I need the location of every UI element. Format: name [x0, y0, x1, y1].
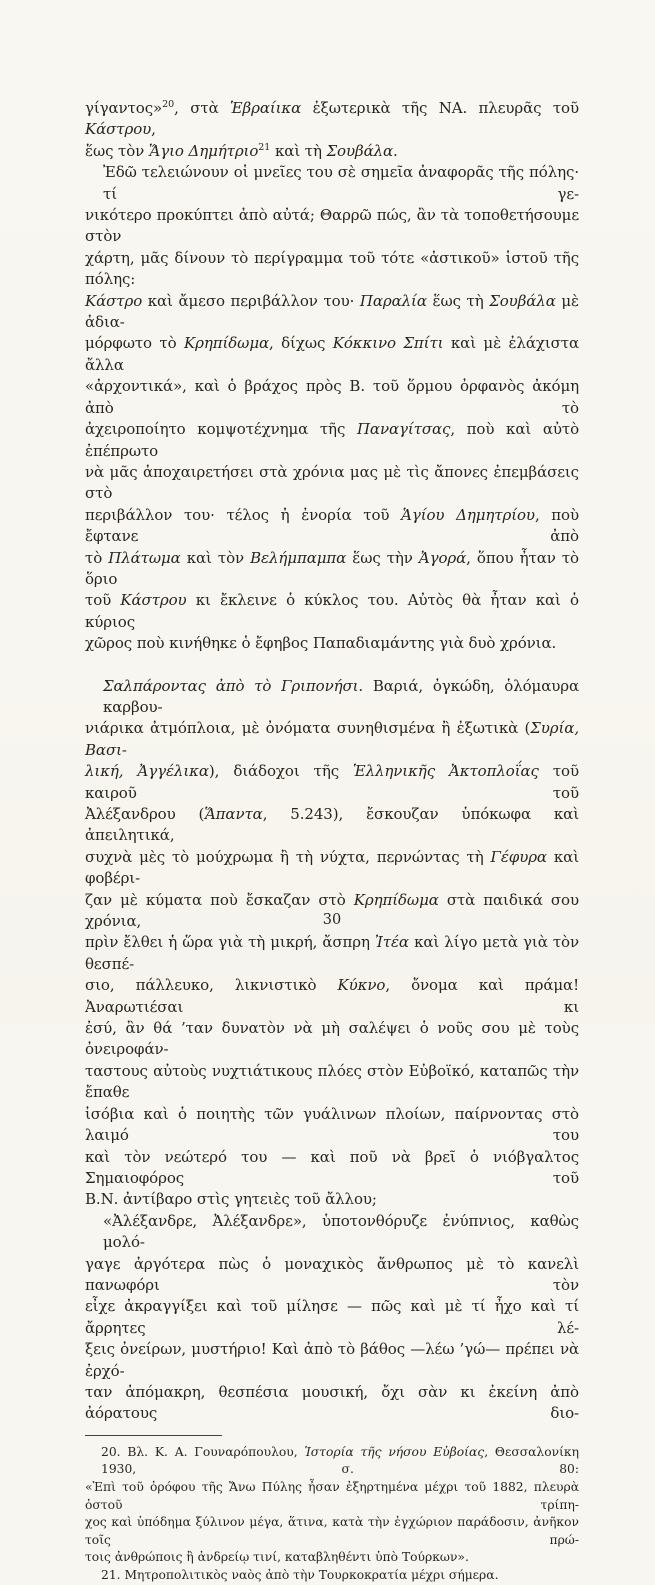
text-line: [85, 248, 579, 291]
text-segment: , ποὺ καὶ αὐτὸ ἐπέπρωτο: [85, 420, 579, 460]
paragraph: [85, 162, 579, 654]
text-segment: καὶ τὴ: [270, 141, 327, 160]
text-segment: λική, Ἀγγέλικα: [85, 762, 209, 781]
text-segment: ταστους αὐτοὺς νυχτιάτικους πλόες στὸν Εὐβοϊκό, καταπῶς τὴν ἔπαθε: [85, 1061, 579, 1102]
text-segment: γαγε ἀργότερα πὼς ὁ μοναχικὸς ἄνθρωπος μὲ τὸ κανελὶ πανωφόρι τὸν: [85, 1254, 579, 1294]
text-line: [85, 761, 579, 804]
text-segment: μόρφωτο τὸ: [85, 334, 184, 353]
footnotes: [85, 1444, 579, 1585]
text-segment: νιάρικα ἀτμόπλοια, μὲ ὀνόματα συνηθισμένα ἢ ἐξωτικὰ (: [85, 719, 531, 738]
text-segment: Ἑλληνικῆς Ἀκτοπλοΐας: [353, 762, 539, 781]
text-line: [85, 1382, 579, 1425]
text-segment: , ὅπου ἦταν τὸ ὅριο: [85, 548, 579, 588]
text-line: [85, 718, 579, 761]
text-segment: Κάστρο: [85, 291, 143, 310]
text-line: [85, 462, 579, 505]
text-segment: περιβάλλον του· τέλος ἡ ἐνορία τοῦ: [85, 505, 402, 524]
text-segment: , δίχως: [269, 334, 333, 353]
text-segment: Πλάτωμα: [108, 548, 181, 567]
text-segment: Κόκκινο Σπίτι: [332, 334, 444, 353]
text-segment: χῶρος ποὺ κινήθηκε ὁ ἔφηβος Παπαδιαμάντης γιὰ δυὸ χρόνια.: [85, 634, 557, 653]
paragraph: [85, 676, 579, 1211]
text-segment: ταν ἀπόμακρη, θεσπέσια μουσική, ὄχι σὰν κι ἐκείνη ἀπὸ ἀόρατους διο-: [85, 1382, 579, 1423]
text-segment: Ἑβραίικα: [230, 99, 302, 117]
text-line: [85, 676, 579, 719]
text-segment: , στὰ: [174, 99, 231, 117]
text-segment: Βελήμπαμπα: [250, 548, 347, 567]
text-segment: συχνὰ μὲς τὸ μούχρωμα ἢ τὴ νύχτα, περνώντας τὴ: [85, 847, 491, 866]
text-segment: Ἅπαντα: [204, 805, 263, 823]
text-segment: χάρτη, μᾶς δίνουν τὸ περίγραμμα τοῦ τότε «ἀστικοῦ» ἱστοῦ τῆς πόλης:: [85, 248, 579, 289]
text-segment: Σουβάλα: [489, 291, 556, 310]
text-segment: τὸ: [85, 548, 109, 567]
text-segment: .: [393, 141, 398, 160]
text-segment: , 5.243), ἔσκουζαν ὑπόκωφα καὶ ἀπειλητικά,: [85, 805, 579, 845]
text-line: [85, 1479, 579, 1514]
text-segment: Ἅγιο Δημήτριο: [148, 141, 259, 160]
text-segment: Ἁγίου Δημητρίου: [401, 505, 535, 524]
text-segment: τοῦ: [85, 591, 121, 610]
text-line: [85, 1296, 579, 1339]
paragraph: [85, 98, 579, 162]
text-segment: καὶ λίγο μετὰ γιὰ τὸν θεσπέ-: [85, 933, 580, 973]
text-segment: καὶ τὸν: [180, 548, 251, 567]
text-line: [85, 419, 579, 462]
text-line: [85, 1444, 579, 1479]
text-line: [85, 1061, 579, 1104]
paragraph: [85, 1444, 579, 1567]
text-segment: ἰσόβια καὶ ὁ ποιητὴς τῶν γυάλινων πλοίων, παίρνοντας στὸ λαιμό του: [85, 1104, 579, 1145]
text-line: [85, 633, 579, 654]
footnote-ref: 21: [258, 141, 271, 153]
body-text: [85, 98, 579, 1425]
text-segment: Ἀγορά: [418, 548, 467, 567]
text-line: [85, 505, 579, 548]
text-segment: ἕως τὴ: [426, 291, 490, 310]
text-line: [85, 975, 579, 1018]
text-segment: Κάστρου: [120, 591, 187, 610]
text-line: [85, 291, 579, 334]
text-segment: Κάστρου: [85, 120, 152, 139]
text-segment: νικότερο προκύπτει ἀπὸ αὐτά; Θαρρῶ πώς, ἂν τὰ τοποθετήσουμε στὸν: [85, 206, 579, 246]
text-segment: 21. Μητροπολιτικὸς ναὸς ἀπὸ τὴν Τουρκοκρατία μέχρι σήμερα.: [101, 1567, 499, 1582]
text-segment: ἀχειροποίητο κομψοτέχνημα τῆς: [85, 420, 357, 439]
text-segment: , Θεσσαλονίκη 1930, σ. 80:: [101, 1444, 579, 1477]
text-segment: γίγαντος»: [85, 99, 163, 117]
text-segment: Βαριά, ὀγκώδη, ὁλόμαυρα καρβου-: [103, 676, 579, 716]
text-segment: καὶ τὸν νεώτερό του — καὶ ποῦ νὰ βρεῖ ὁ νιόβγαλτος Σημαιοφόρος τοῦ: [85, 1147, 579, 1187]
text-line: [85, 932, 579, 975]
text-segment: καὶ ἄμεσο περιβάλλον του·: [142, 291, 360, 310]
text-segment: κι ἔκλεινε ὁ κύκλος του. Αὐτὸς θὰ ἦταν καὶ ὁ κύριος: [85, 591, 579, 631]
text-line: [85, 333, 579, 376]
text-line: [85, 847, 579, 890]
text-segment: ζαν μὲ κύματα ποὺ ἔσκαζαν στὸ: [85, 890, 354, 909]
text-line: [85, 1018, 579, 1061]
text-segment: Κύκνο: [337, 976, 386, 995]
text-segment: «ἀρχοντικά», καὶ ὁ βράχος πρὸς Β. τοῦ ὅρμου ὀρφανὸς ἀκόμη ἀπὸ τὸ: [85, 377, 579, 417]
text-segment: εἶχε ἀκραγγίξει καὶ τοῦ μίλησε — πῶς καὶ μὲ τί ἦχο καὶ τί ἄρρητες λέ-: [85, 1297, 579, 1337]
text-segment: Παναγίτσας: [356, 420, 451, 439]
footnote-ref: 20: [162, 99, 175, 110]
text-line: [85, 162, 579, 205]
text-line: [85, 1189, 579, 1210]
text-line: [85, 1254, 579, 1297]
text-segment: Σουβάλα: [326, 141, 394, 160]
text-segment: μὲ ἀδια-: [85, 291, 579, 332]
text-segment: σιο, πάλλευκο, λικνιστικὸ: [85, 976, 338, 995]
text-segment: Παραλία: [359, 291, 427, 310]
text-line: [85, 98, 579, 141]
text-segment: τοῦ καιροῦ τοῦ: [85, 762, 579, 802]
text-segment: νὰ μᾶς ἀποχαιρετήσει στὰ χρόνια μας μὲ τὶς ἄπονες ἐπεμβάσεις στὸ: [85, 462, 579, 503]
page-number: 30: [322, 912, 342, 928]
text-segment: πρὶν ἔλθει ἡ ὥρα γιὰ τὴ μικρή, ἄσπρη: [85, 933, 376, 952]
text-segment: , ὄνομα καὶ πράμα! Ἀναρωτιέσαι κι: [85, 976, 579, 1016]
text-segment: καὶ μὲ ἐλάχιστα ἄλλα: [85, 334, 579, 374]
text-segment: «Ἀλέξανδρε, Ἀλέξανδρε», ὑποτονθόρυζε ἐνύπνιος, καθὼς μολό-: [103, 1211, 579, 1252]
text-segment: Β.Ν. ἀντίβαρο στὶς γητειὲς τοῦ ἄλλου;: [85, 1190, 377, 1209]
text-line: [85, 1549, 579, 1567]
text-line: [85, 205, 579, 248]
text-segment: , ποὺ ἔφτανε ἀπὸ: [85, 505, 579, 546]
text-line: [85, 1514, 579, 1549]
text-line: [85, 376, 579, 419]
text-segment: καὶ φοβέρι-: [85, 847, 579, 888]
text-segment: Κρηπίδωμα: [353, 890, 439, 909]
paragraph: [85, 1211, 579, 1425]
text-segment: «Ἐπὶ τοῦ ὀρόφου τῆς Ἄνω Πύλης ἦσαν ἐξηρτημένα μέχρι τοῦ 1882, πλευρὰ ὀστοῦ τρίπη-: [85, 1479, 579, 1512]
paragraph: [85, 1567, 579, 1585]
text-line: [85, 804, 579, 847]
text-segment: Ἱστορία τῆς νήσου Εὐβοίας: [304, 1444, 485, 1459]
text-segment: 20. Βλ. Κ. Α. Γουναρόπουλου,: [101, 1444, 305, 1459]
text-line: [85, 1339, 579, 1382]
text-segment: ἕως τὴν: [346, 548, 419, 567]
text-segment: ξεις ὀνείρων, μυστήριο! Καὶ ἀπὸ τὸ βάθος —λέω ’γώ— πρέπει νὰ ἐρχό-: [85, 1340, 579, 1380]
text-segment: ), διάδοχοι τῆς: [208, 762, 354, 781]
text-segment: Σαλπάροντας ἀπὸ τὸ Γριπονήσι.: [103, 676, 364, 695]
text-segment: τοις ἀνθρώποις ἢ ἀνδρείῳ τινί, καταβληθέντι ὑπὸ Τούρκων».: [85, 1550, 469, 1565]
text-line: [85, 590, 579, 633]
text-segment: ,: [151, 120, 156, 139]
text-segment: Ἐδῶ τελειώνουν οἱ μνεῖες του σὲ σημεῖα ἀναφορᾶς τῆς πόλης· τί γε-: [103, 163, 579, 203]
text-segment: χος καὶ ὑπόδημα ξύλινον μέγα, ἅτινα, κατὰ τὴν ἐγχώριον παράδοσιν, ἀνῆκον τοῖς πρώ-: [85, 1515, 579, 1547]
text-line: [85, 1104, 579, 1147]
text-segment: ἐσύ, ἂν θά ’ταν δυνατὸν νὰ μὴ σαλέψει ὁ νοῦς σου μὲ τοὺς ὀνειροφάν-: [85, 1019, 579, 1059]
text-line: [85, 1211, 579, 1254]
text-segment: Γέφυρα: [490, 847, 547, 866]
text-segment: Συρία, Βασι-: [85, 719, 579, 759]
text-line: [85, 1147, 579, 1190]
text-line: [85, 548, 579, 591]
text-segment: Ἀλέξανδρου (: [85, 805, 205, 823]
text-segment: Κρηπίδωμα: [184, 334, 269, 353]
text-line: [85, 141, 579, 162]
text-segment: ἕως τὸν: [85, 141, 149, 160]
text-segment: στὰ παιδικά σου χρόνια,: [85, 890, 579, 931]
text-segment: Ἰτέα: [375, 933, 409, 952]
footnote-separator: [85, 1435, 222, 1436]
text-segment: ἐξωτερικὰ τῆς ΝΑ. πλευρᾶς τοῦ: [301, 99, 580, 117]
text-block: [85, 98, 579, 1585]
text-line: [85, 1567, 579, 1585]
